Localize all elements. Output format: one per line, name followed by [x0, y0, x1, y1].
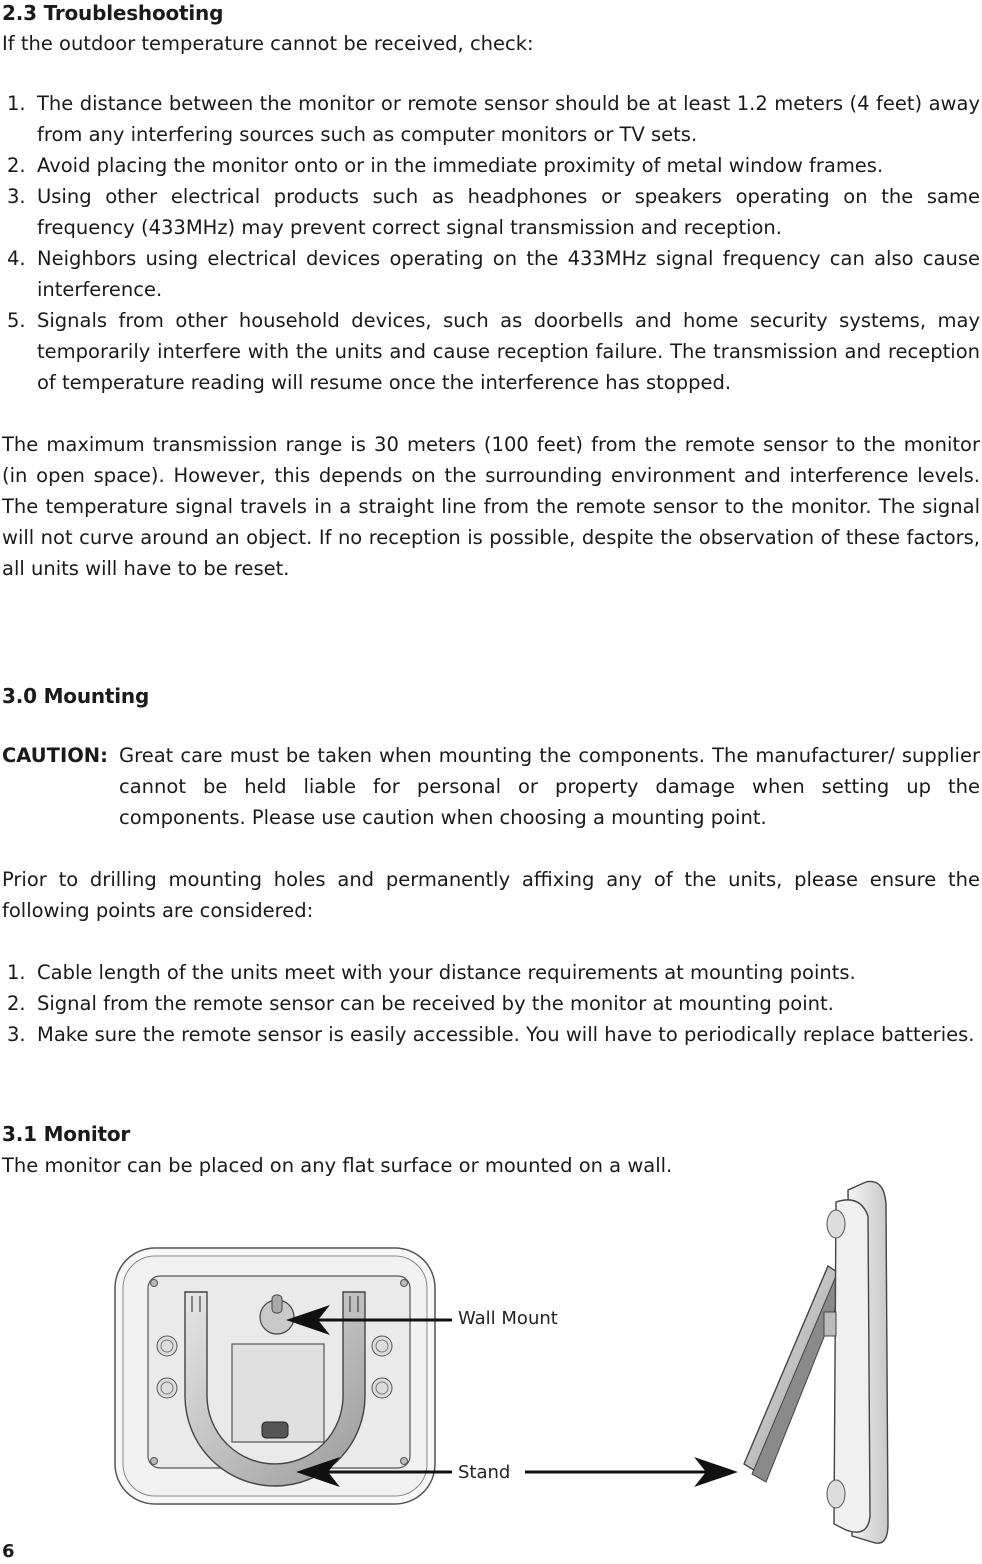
list-item: 3. Make sure the remote sensor is easily accessible. You will have to periodically replace batteries. — [7, 1023, 975, 1046]
monitor-mounting-figure — [0, 1164, 982, 1564]
caution-block — [2, 740, 980, 833]
page-number: 6 — [2, 1541, 15, 1562]
caution-text: Great care must be taken when mounting the components. The manufacturer/ supplier cannot be held liable for personal or property damage when setting up the components. Please use caution when choosing a mounting point. — [119, 744, 980, 829]
monitor-side-view — [744, 1181, 888, 1543]
troubleshooting-section — [2, 0, 980, 584]
list-item: 4. Neighbors using electrical devices operating on the 433MHz signal frequency can also cause interference. — [7, 247, 980, 301]
mounting-heading: 3.0 Mounting — [2, 684, 150, 708]
list-item: 1. The distance between the monitor or remote sensor should be at least 1.2 meters (4 feet) away from any interfering sources such as computer monitors or TV sets. — [7, 92, 980, 146]
prior-to-drilling-paragraph: Prior to drilling mounting holes and permanently affixing any of the units, please ensure the following points are considered: — [2, 868, 980, 922]
stand-label: Stand — [458, 1462, 511, 1483]
list-item: 2. Avoid placing the monitor onto or in the immediate proximity of metal window frames. — [7, 154, 884, 177]
troubleshooting-list — [2, 88, 980, 398]
list-item: 2. Signal from the remote sensor can be received by the monitor at mounting point. — [7, 992, 834, 1015]
troubleshooting-intro: If the outdoor temperature cannot be received, check: — [2, 32, 534, 55]
monitor-heading: 3.1 Monitor — [2, 1122, 131, 1146]
troubleshooting-heading: 2.3 Troubleshooting — [2, 1, 224, 25]
list-item: 1. Cable length of the units meet with your distance requirements at mounting points. — [7, 961, 856, 984]
caution-label: CAUTION: — [2, 744, 108, 767]
list-item: 5. Signals from other household devices, such as doorbells and home security systems, may temporarily interfere with the units and cause reception failure. The transmission and reception of temperature reading will resume once the interference has stopped. — [7, 309, 980, 394]
mounting-list — [2, 957, 980, 1050]
monitor-text: The monitor can be placed on any flat surface or mounted on a wall. — [2, 1154, 673, 1177]
list-item: 3. Using other electrical products such as headphones or speakers operating on the same frequency (433MHz) may prevent correct signal transmission and reception. — [7, 185, 980, 239]
mounting-section — [2, 684, 980, 1050]
wall-mount-label: Wall Mount — [458, 1308, 558, 1329]
transmission-range-paragraph: The maximum transmission range is 30 meters (100 feet) from the remote sensor to the monitor (in open space). However, this depends on the surrounding environment and interference levels. The temperature signal travels in a straight line from the remote sensor to the monitor. The signal will not curve around an object. If no reception is possible, despite the observation of these factors, all units will have to be reset. — [2, 433, 980, 580]
monitor-back-view — [115, 1248, 435, 1504]
